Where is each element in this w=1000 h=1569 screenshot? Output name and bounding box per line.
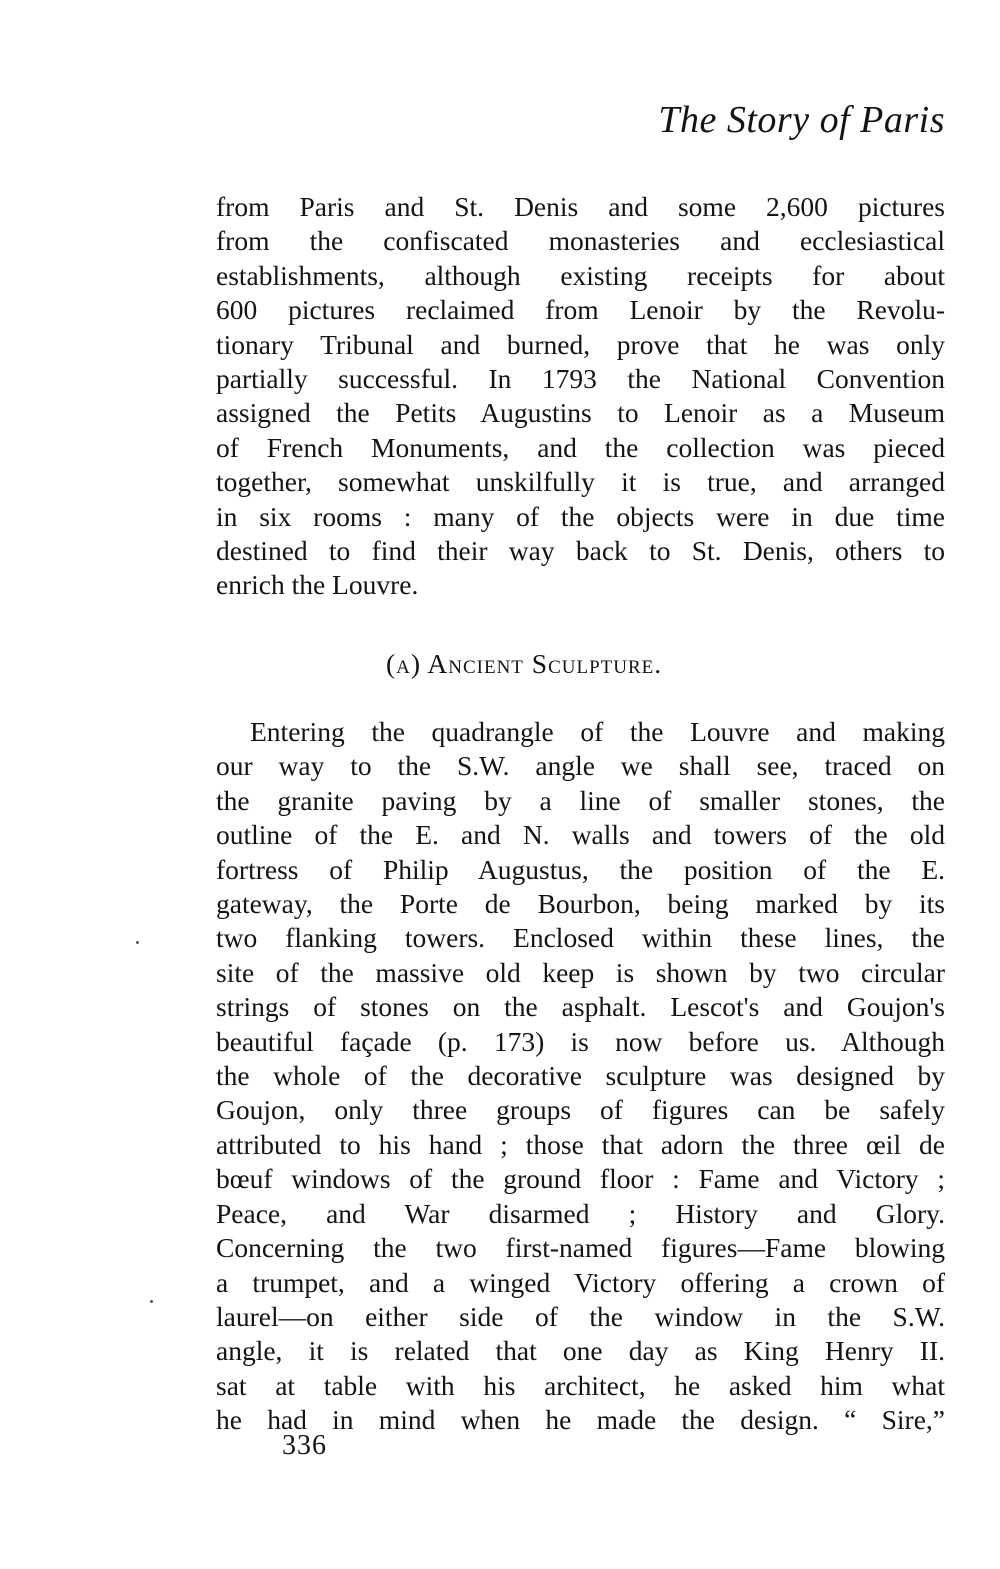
text-line: Peace, and War disarmed ; History and Glory.	[216, 1197, 945, 1229]
paragraph-2	[216, 715, 945, 1438]
paragraph-1	[216, 190, 945, 603]
text-line: destined to find their way back to St. Denis, others to	[216, 535, 945, 567]
text-line: beautiful façade (p. 173) is now before us. Although	[216, 1025, 945, 1057]
text-line: Concerning the two first-named figures—Fame blowing	[216, 1232, 945, 1264]
text-line: of French Monuments, and the collection was pieced	[216, 431, 945, 463]
text-line: strings of stones on the asphalt. Lescot's and Goujon's	[216, 991, 945, 1023]
text-line: angle, it is related that one day as King Henry II.	[216, 1335, 945, 1367]
text-line: a trumpet, and a winged Victory offering a crown of	[216, 1266, 945, 1298]
text-line: partially successful. In 1793 the National Convention	[216, 363, 945, 395]
text-line: establishments, although existing receipts for about	[216, 259, 945, 291]
text-line: gateway, the Porte de Bourbon, being marked by its	[216, 888, 945, 920]
text-line: he had in mind when he made the design. “ Sire,”	[216, 1404, 945, 1436]
section-heading: (a) Ancient Sculpture.	[386, 648, 663, 679]
text-line: site of the massive old keep is shown by two circular	[216, 956, 945, 988]
text-line: our way to the S.W. angle we shall see, traced on	[216, 750, 945, 782]
text-line: 600 pictures reclaimed from Lenoir by the Revolu-	[216, 294, 945, 326]
text-line: the whole of the decorative sculpture was designed by	[216, 1060, 945, 1092]
print-speck	[150, 1300, 153, 1303]
running-head: The Story of Paris	[658, 99, 945, 141]
text-line: Goujon, only three groups of figures can be safely	[216, 1094, 945, 1126]
text-line: outline of the E. and N. walls and towers of the old	[216, 819, 945, 851]
text-line: laurel—on either side of the window in the S.W.	[216, 1300, 945, 1332]
text-line: two flanking towers. Enclosed within these lines, the	[216, 922, 945, 954]
text-line: from Paris and St. Denis and some 2,600 pictures	[216, 191, 945, 222]
text-line: assigned the Petits Augustins to Lenoir as a Museum	[216, 397, 945, 429]
text-line: Entering the quadrangle of the Louvre and making	[250, 716, 945, 747]
text-line: tionary Tribunal and burned, prove that he was only	[216, 328, 945, 360]
text-line: sat at table with his architect, he asked him what	[216, 1369, 945, 1401]
text-line: in six rooms : many of the objects were in due time	[216, 500, 945, 532]
page-number: 336	[282, 1430, 327, 1461]
text-line: bœuf windows of the ground floor : Fame and Victory ;	[216, 1163, 945, 1195]
print-speck	[136, 941, 139, 944]
text-line: together, somewhat unskilfully it is true, and arranged	[216, 466, 945, 498]
text-line: from the confiscated monasteries and ecclesiastical	[216, 225, 945, 257]
text-line: fortress of Philip Augustus, the position of the E.	[216, 853, 945, 885]
text-line: the granite paving by a line of smaller stones, the	[216, 784, 945, 816]
text-line: enrich the Louvre.	[216, 569, 419, 601]
text-line: attributed to his hand ; those that adorn the three œil de	[216, 1128, 945, 1160]
